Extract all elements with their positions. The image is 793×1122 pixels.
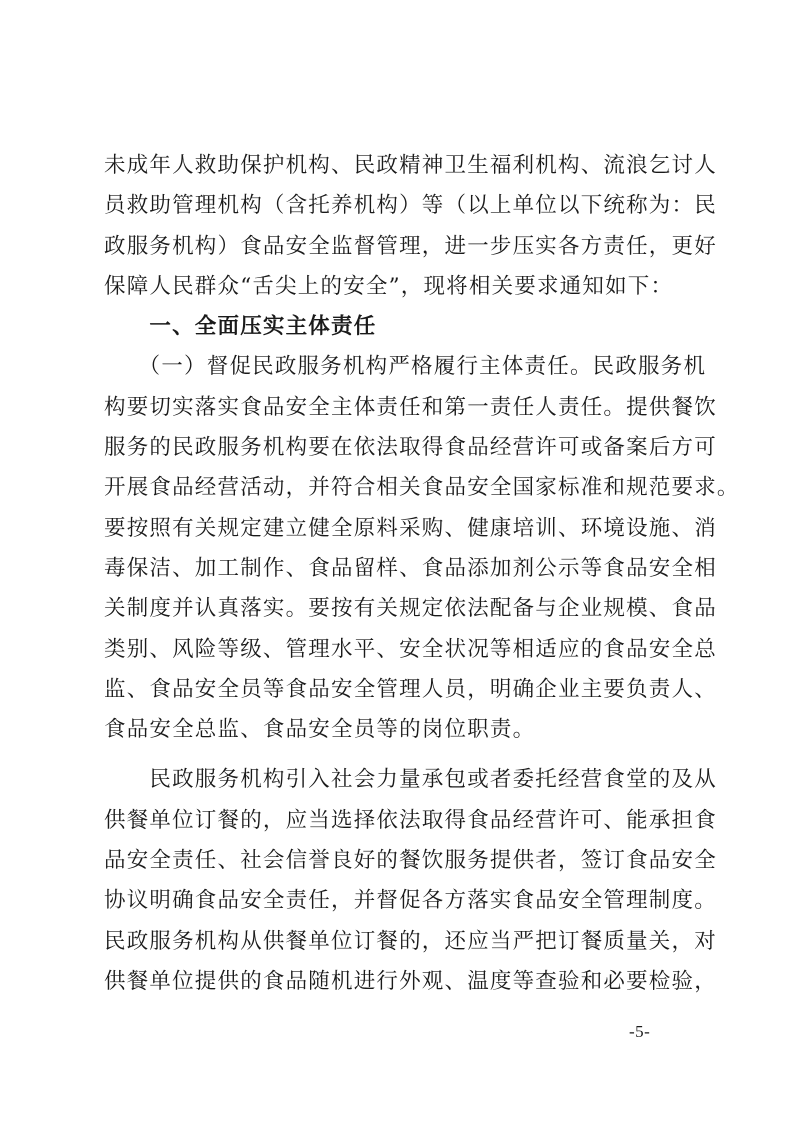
page-number: -5- — [629, 1022, 651, 1041]
text-line: 政服务机构）食品安全监督管理，进一步压实各方责任，更好 — [104, 233, 717, 259]
text-line: 食品安全总监、食品安全员等的岗位职责。 — [104, 717, 536, 743]
text-line: 供餐单位提供的食品随机进行外观、温度等查验和必要检验， — [104, 968, 717, 994]
text-line: 供餐单位订餐的，应当选择依法取得食品经营许可、能承担食 — [104, 807, 717, 833]
document-body — [104, 146, 740, 1002]
text-line: 员救助管理机构（含托养机构）等（以上单位以下统称为：民 — [104, 193, 717, 219]
text-line: 开展食品经营活动，并符合相关食品安全国家标准和规范要求。 — [104, 475, 740, 501]
text-line: 毒保洁、加工制作、食品留样、食品添加剂公示等食品安全相 — [104, 555, 717, 581]
text-line: 民政服务机构引入社会力量承包或者委托经营食堂的及从 — [104, 767, 717, 793]
text-line: 民政服务机构从供餐单位订餐的，还应当严把订餐质量关，对 — [104, 928, 717, 954]
text-line: 服务的民政服务机构要在依法取得食品经营许可或备案后方可 — [104, 435, 717, 461]
text-line: 类别、风险等级、管理水平、安全状况等相适应的食品安全总 — [104, 636, 717, 662]
section-heading: 一、全面压实主体责任 — [104, 314, 377, 340]
text-line: 关制度并认真落实。要按有关规定依法配备与企业规模、食品 — [104, 596, 717, 622]
text-line: （一）督促民政服务机构严格履行主体责任。民政服务机 — [104, 354, 707, 380]
text-line: 构要切实落实食品安全主体责任和第一责任人责任。提供餐饮 — [104, 394, 717, 420]
text-line: 品安全责任、社会信誉良好的餐饮服务提供者，签订食品安全 — [104, 848, 717, 874]
text-line: 协议明确食品安全责任，并督促各方落实食品安全管理制度。 — [104, 888, 717, 914]
text-line: 监、食品安全员等食品安全管理人员，明确企业主要负责人、 — [104, 676, 717, 702]
text-line: 要按照有关规定建立健全原料采购、健康培训、环境设施、消 — [104, 515, 717, 541]
text-line: 保障人民群众“舌尖上的安全”，现将相关要求通知如下： — [104, 273, 674, 299]
text-line: 未成年人救助保护机构、民政精神卫生福利机构、流浪乞讨人 — [104, 153, 717, 178]
